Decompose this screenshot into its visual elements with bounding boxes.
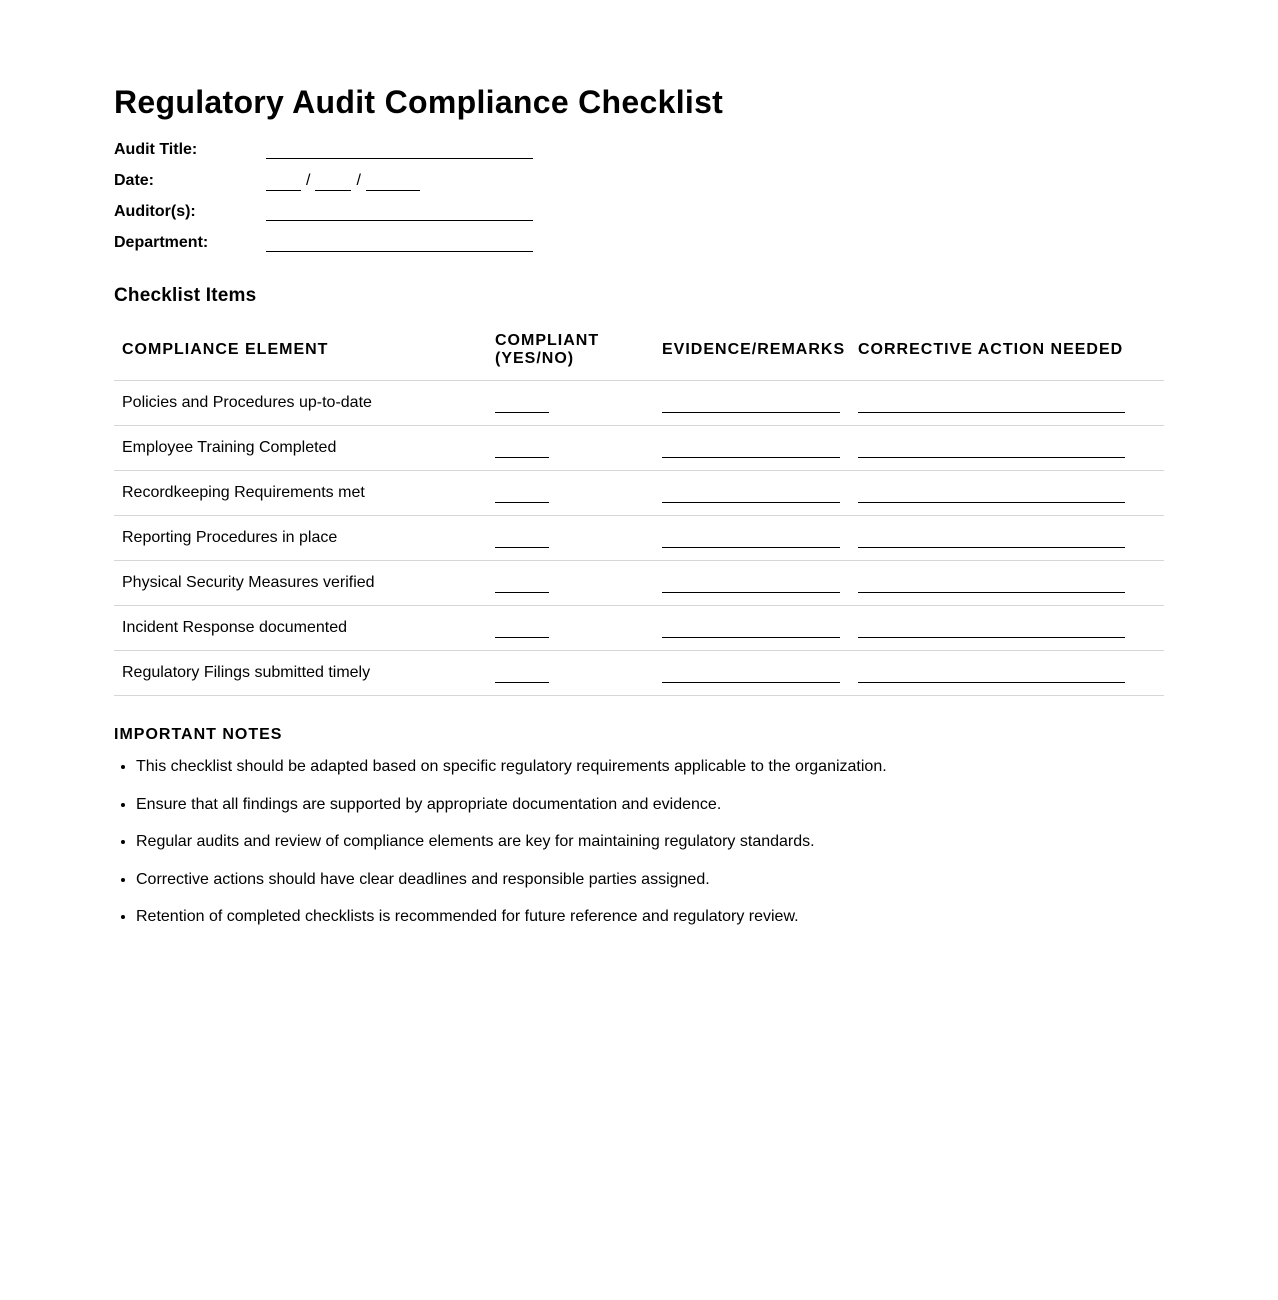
- corrective-action-field[interactable]: [858, 532, 1125, 548]
- table-row: [114, 471, 1164, 516]
- note-item: • Ensure that all findings are supported by appropriate documentation and evidence.: [136, 794, 1136, 816]
- auditors-field[interactable]: [266, 220, 533, 221]
- evidence-remarks-field[interactable]: [662, 667, 840, 683]
- date-month-field[interactable]: [266, 172, 301, 191]
- evidence-remarks-cell: [654, 426, 850, 471]
- evidence-remarks-cell: [654, 561, 850, 606]
- corrective-action-cell: [850, 426, 1164, 471]
- compliant-cell: [487, 516, 654, 561]
- corrective-action-field[interactable]: [858, 442, 1125, 458]
- compliance-element-cell: Physical Security Measures verified: [114, 561, 487, 606]
- compliant-field[interactable]: [495, 442, 549, 458]
- audit-title-label: Audit Title:: [114, 141, 198, 158]
- date-separator: /: [356, 172, 361, 189]
- note-item: • Regular audits and review of compliance elements are key for maintaining regulatory standards.: [136, 831, 1136, 853]
- compliant-cell: [487, 561, 654, 606]
- table-header-row: [114, 320, 1164, 381]
- notes-title: IMPORTANT NOTES: [114, 726, 283, 743]
- compliance-element-cell: Policies and Procedures up-to-date: [114, 381, 487, 426]
- table-row: [114, 561, 1164, 606]
- evidence-remarks-cell: [654, 516, 850, 561]
- corrective-action-field[interactable]: [858, 487, 1125, 503]
- note-item: • This checklist should be adapted based on specific regulatory requirements applicable to the organization.: [136, 756, 1136, 778]
- compliant-cell: [487, 606, 654, 651]
- compliant-cell: [487, 381, 654, 426]
- compliance-element-cell: Recordkeeping Requirements met: [114, 471, 487, 516]
- compliant-cell: [487, 471, 654, 516]
- note-item: • Retention of completed checklists is recommended for future reference and regulatory review.: [136, 906, 1136, 928]
- audit-header-fields: [114, 140, 614, 264]
- compliance-element-cell: Employee Training Completed: [114, 426, 487, 471]
- corrective-action-cell: [850, 561, 1164, 606]
- corrective-action-field[interactable]: [858, 577, 1125, 593]
- audit-title-field[interactable]: [266, 158, 533, 159]
- compliant-field[interactable]: [495, 622, 549, 638]
- column-header-compliant: [487, 320, 654, 381]
- corrective-action-cell: [850, 471, 1164, 516]
- table-row: [114, 516, 1164, 561]
- evidence-remarks-field[interactable]: [662, 577, 840, 593]
- column-header-compliant-text: COMPLIANT (YES/NO): [495, 332, 600, 367]
- table-row: [114, 426, 1164, 471]
- table-row: [114, 381, 1164, 426]
- date-label: Date:: [114, 172, 155, 189]
- audit-title-row: [114, 140, 614, 171]
- department-label: Department:: [114, 234, 209, 251]
- auditors-row: [114, 202, 614, 233]
- evidence-remarks-cell: [654, 381, 850, 426]
- evidence-remarks-field[interactable]: [662, 532, 840, 548]
- corrective-action-field[interactable]: [858, 397, 1125, 413]
- corrective-action-cell: [850, 516, 1164, 561]
- compliant-field[interactable]: [495, 487, 549, 503]
- department-field[interactable]: [266, 251, 533, 252]
- column-header-corrective-action: CORRECTIVE ACTION NEEDED: [850, 320, 1164, 381]
- evidence-remarks-cell: [654, 651, 850, 696]
- compliant-field[interactable]: [495, 577, 549, 593]
- date-day-field[interactable]: [315, 172, 351, 191]
- compliant-field[interactable]: [495, 667, 549, 683]
- note-item: • Corrective actions should have clear deadlines and responsible parties assigned.: [136, 869, 1136, 891]
- date-year-field[interactable]: [366, 172, 420, 191]
- evidence-remarks-cell: [654, 471, 850, 516]
- compliance-element-cell: Regulatory Filings submitted timely: [114, 651, 487, 696]
- compliance-element-cell: Reporting Procedures in place: [114, 516, 487, 561]
- date-row: [114, 171, 614, 202]
- document-title: Regulatory Audit Compliance Checklist: [114, 84, 724, 120]
- compliant-field[interactable]: [495, 532, 549, 548]
- evidence-remarks-field[interactable]: [662, 487, 840, 503]
- compliant-cell: [487, 651, 654, 696]
- checklist-table: [114, 320, 1164, 696]
- checklist-section-title: Checklist Items: [114, 285, 257, 306]
- date-field: [266, 171, 420, 191]
- column-header-compliance-element: COMPLIANCE ELEMENT: [114, 320, 487, 381]
- column-header-evidence-remarks: EVIDENCE/REMARKS: [654, 320, 850, 381]
- corrective-action-cell: [850, 651, 1164, 696]
- compliant-cell: [487, 426, 654, 471]
- auditors-label: Auditor(s):: [114, 203, 196, 220]
- evidence-remarks-field[interactable]: [662, 442, 840, 458]
- checklist-body: [114, 381, 1164, 696]
- compliance-element-cell: Incident Response documented: [114, 606, 487, 651]
- corrective-action-cell: [850, 606, 1164, 651]
- department-row: [114, 233, 614, 264]
- evidence-remarks-field[interactable]: [662, 397, 840, 413]
- corrective-action-field[interactable]: [858, 622, 1125, 638]
- corrective-action-cell: [850, 381, 1164, 426]
- notes-list: [114, 756, 1136, 944]
- table-row: [114, 651, 1164, 696]
- corrective-action-field[interactable]: [858, 667, 1125, 683]
- table-row: [114, 606, 1164, 651]
- evidence-remarks-field[interactable]: [662, 622, 840, 638]
- date-separator: /: [306, 172, 311, 189]
- compliant-field[interactable]: [495, 397, 549, 413]
- evidence-remarks-cell: [654, 606, 850, 651]
